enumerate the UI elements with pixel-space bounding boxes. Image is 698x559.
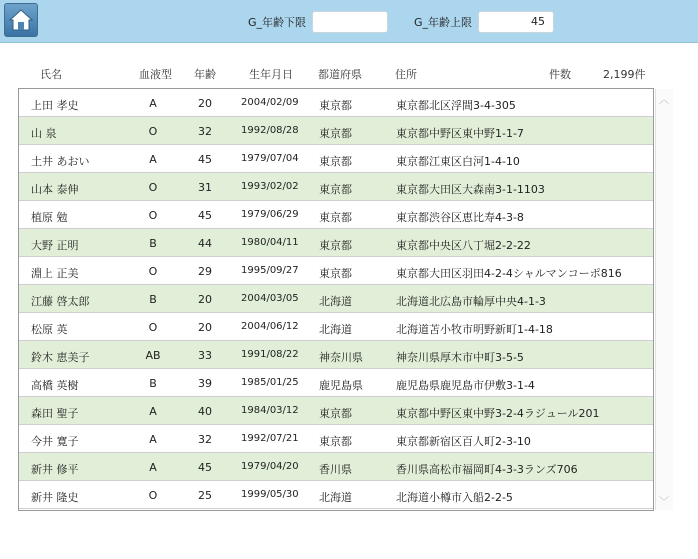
cell-age: 32 (198, 433, 212, 446)
table-row[interactable] (19, 341, 653, 369)
cell-birth-date: 1995/09/27 (241, 265, 299, 276)
cell-age: 45 (198, 209, 212, 222)
cell-birth-date: 1980/04/11 (241, 237, 299, 248)
cell-blood-type: A (149, 461, 157, 474)
cell-address: 香川県高松市福岡町4-3-3ランズ706 (396, 463, 578, 476)
top-toolbar (0, 0, 698, 43)
table-row[interactable] (19, 425, 653, 453)
table-row[interactable] (19, 285, 653, 313)
cell-age: 29 (198, 265, 212, 278)
header-address: 住所 (395, 68, 417, 81)
cell-age: 20 (198, 293, 212, 306)
header-blood: 血液型 (139, 68, 172, 81)
min-age-label: G_年齢下限 (248, 16, 307, 29)
cell-birth-date: 1985/01/25 (241, 377, 299, 388)
table-row[interactable] (19, 397, 653, 425)
cell-prefecture: 東京都 (319, 267, 352, 280)
cell-name: 高橋 英樹 (31, 379, 79, 392)
chevron-up-icon[interactable]: ︿ (659, 95, 669, 106)
table-row[interactable] (19, 313, 653, 341)
cell-name: 上田 孝史 (31, 99, 79, 112)
cell-prefecture: 北海道 (319, 323, 352, 336)
min-age-input[interactable] (312, 11, 388, 33)
cell-blood-type: O (148, 489, 158, 502)
cell-prefecture: 東京都 (319, 211, 352, 224)
table-row[interactable] (19, 117, 653, 145)
cell-prefecture: 東京都 (319, 127, 352, 140)
cell-prefecture: 東京都 (319, 155, 352, 168)
cell-name: 山 泉 (31, 127, 57, 140)
cell-birth-date: 1991/08/22 (241, 349, 299, 360)
cell-age: 45 (198, 461, 212, 474)
cell-prefecture: 香川県 (319, 463, 352, 476)
cell-blood-type: O (148, 321, 158, 334)
cell-prefecture: 東京都 (319, 407, 352, 420)
header-pref: 都道府県 (318, 68, 362, 81)
count-label: 件数 (549, 68, 571, 81)
table-row[interactable] (19, 369, 653, 397)
vertical-scrollbar[interactable] (655, 89, 673, 510)
cell-prefecture: 鹿児島県 (319, 379, 363, 392)
cell-blood-type: B (149, 377, 157, 390)
data-grid (18, 88, 654, 511)
table-row[interactable] (19, 201, 653, 229)
cell-birth-date: 2004/02/09 (241, 97, 299, 108)
cell-prefecture: 北海道 (319, 295, 352, 308)
cell-birth-date: 1993/02/02 (241, 181, 299, 192)
home-icon (8, 7, 34, 33)
cell-prefecture: 北海道 (319, 491, 352, 504)
cell-blood-type: O (148, 125, 158, 138)
cell-name: 鈴木 恵美子 (31, 351, 90, 364)
cell-age: 20 (198, 321, 212, 334)
cell-name: 山本 泰伸 (31, 183, 79, 196)
cell-birth-date: 1992/08/28 (241, 125, 299, 136)
cell-blood-type: A (149, 405, 157, 418)
cell-blood-type: A (149, 97, 157, 110)
cell-name: 植原 勉 (31, 211, 68, 224)
table-row[interactable] (19, 453, 653, 481)
cell-blood-type: A (149, 153, 157, 166)
cell-birth-date: 1979/04/20 (241, 461, 299, 472)
table-row[interactable] (19, 481, 653, 509)
cell-prefecture: 神奈川県 (319, 351, 363, 364)
table-row[interactable] (19, 89, 653, 117)
cell-address: 東京都大田区羽田4-2-4シャルマンコーポ816 (396, 267, 622, 280)
cell-birth-date: 1992/07/21 (241, 433, 299, 444)
cell-blood-type: O (148, 265, 158, 278)
cell-address: 東京都江東区白河1-4-10 (396, 155, 520, 168)
cell-address: 東京都中野区東中野1-1-7 (396, 127, 524, 140)
cell-name: 土井 あおい (31, 155, 90, 168)
table-row[interactable] (19, 257, 653, 285)
cell-age: 31 (198, 181, 212, 194)
cell-address: 神奈川県厚木市中町3-5-5 (396, 351, 524, 364)
cell-address: 東京都北区浮間3-4-305 (396, 99, 516, 112)
cell-birth-date: 2004/06/12 (241, 321, 299, 332)
cell-address: 東京都大田区大森南3-1-1103 (396, 183, 545, 196)
cell-birth-date: 1984/03/12 (241, 405, 299, 416)
cell-blood-type: O (148, 209, 158, 222)
cell-age: 45 (198, 153, 212, 166)
cell-name: 森田 聖子 (31, 407, 79, 420)
cell-birth-date: 2004/03/05 (241, 293, 299, 304)
cell-address: 北海道苫小牧市明野新町1-4-18 (396, 323, 553, 336)
cell-age: 32 (198, 125, 212, 138)
cell-age: 20 (198, 97, 212, 110)
cell-name: 新井 修平 (31, 463, 79, 476)
max-age-input[interactable]: 45 (478, 11, 554, 33)
cell-address: 東京都新宿区百人町2-3-10 (396, 435, 531, 448)
cell-birth-date: 1999/05/30 (241, 489, 299, 500)
chevron-down-icon[interactable]: ﹀ (659, 497, 669, 508)
cell-age: 40 (198, 405, 212, 418)
table-row[interactable] (19, 229, 653, 257)
table-row[interactable] (19, 145, 653, 173)
header-age: 年齢 (194, 68, 216, 81)
max-age-label: G_年齢上限 (414, 16, 473, 29)
cell-blood-type: A (149, 433, 157, 446)
cell-prefecture: 東京都 (319, 435, 352, 448)
cell-birth-date: 1979/06/29 (241, 209, 299, 220)
header-birth: 生年月日 (249, 68, 293, 81)
cell-name: 淵上 正美 (31, 267, 79, 280)
cell-address: 東京都中野区東中野3-2-4ラジュール201 (396, 407, 600, 420)
cell-age: 33 (198, 349, 212, 362)
cell-name: 新井 隆史 (31, 491, 79, 504)
cell-address: 鹿児島県鹿児島市伊敷3-1-4 (396, 379, 535, 392)
cell-address: 北海道小樽市入船2-2-5 (396, 491, 513, 504)
cell-name: 今井 寛子 (31, 435, 79, 448)
table-row[interactable] (19, 173, 653, 201)
cell-name: 松原 英 (31, 323, 68, 336)
cell-age: 25 (198, 489, 212, 502)
cell-age: 39 (198, 377, 212, 390)
cell-prefecture: 東京都 (319, 239, 352, 252)
cell-prefecture: 東京都 (319, 183, 352, 196)
cell-address: 東京都渋谷区恵比寿4-3-8 (396, 211, 524, 224)
cell-birth-date: 1979/07/04 (241, 153, 299, 164)
record-count: 2,199件 (603, 68, 646, 81)
home-button[interactable] (4, 3, 38, 37)
header-name: 氏名 (40, 68, 62, 81)
cell-blood-type: O (148, 181, 158, 194)
cell-name: 江藤 啓太郎 (31, 295, 90, 308)
cell-age: 44 (198, 237, 212, 250)
cell-address: 東京都中央区八丁堀2-2-22 (396, 239, 531, 252)
cell-blood-type: AB (145, 349, 161, 362)
cell-name: 大野 正明 (31, 239, 79, 252)
cell-blood-type: B (149, 237, 157, 250)
cell-prefecture: 東京都 (319, 99, 352, 112)
cell-address: 北海道北広島市輪厚中央4-1-3 (396, 295, 546, 308)
cell-blood-type: B (149, 293, 157, 306)
